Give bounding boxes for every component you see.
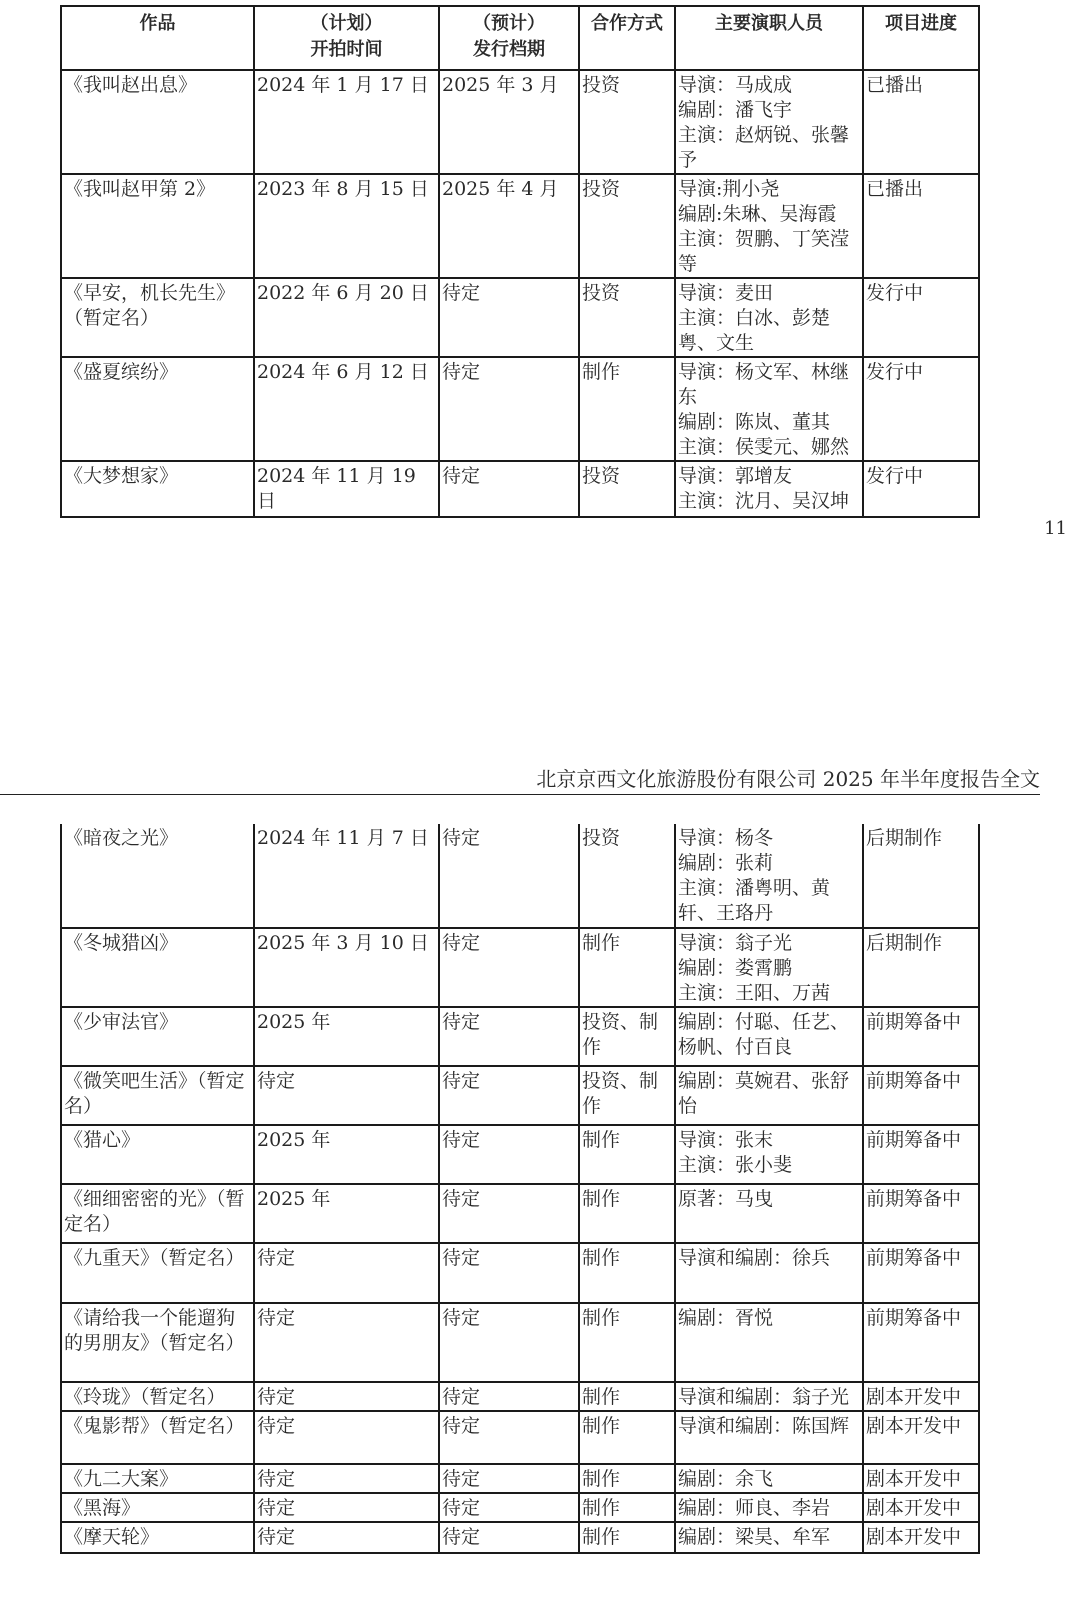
- cell-work: [61, 1184, 254, 1243]
- cell-release: [439, 174, 579, 278]
- cell-crew-text: 编剧：莫婉君、张舒怡: [678, 1070, 850, 1117]
- cell-cooperation: [579, 70, 675, 174]
- cell-release: [439, 1243, 579, 1303]
- cell-cooperation-text: 制作: [582, 1415, 621, 1437]
- page-number: 11: [1044, 518, 1067, 539]
- cell-start-time: [254, 70, 439, 174]
- cell-progress-text: 剧本开发中: [866, 1468, 962, 1490]
- cell-progress: [863, 1303, 979, 1382]
- cell-cooperation: [579, 1382, 675, 1411]
- cell-progress-text: 剧本开发中: [866, 1415, 962, 1437]
- cell-start-time-text: 2025 年: [257, 1011, 331, 1033]
- cell-cooperation: [579, 1303, 675, 1382]
- cell-crew-text: 编剧：梁昊、牟军: [678, 1526, 831, 1548]
- cell-start-time: [254, 1125, 439, 1184]
- cell-crew-text: 导演：翁子光 编剧：娄霄鹏 主演：王阳、万茜: [678, 932, 831, 1004]
- cell-cooperation-text: 制作: [582, 1526, 621, 1548]
- cell-work-text: 《请给我一个能遛狗的男朋友》（暂定名）: [64, 1307, 245, 1354]
- cell-work-text: 《九重天》（暂定名）: [64, 1247, 245, 1269]
- cell-crew: [675, 1184, 863, 1243]
- cell-crew-text: 导演:荆小尧 编剧:朱琳、吴海霞 主演：贺鹏、丁笑滢等: [678, 178, 850, 275]
- cell-progress-text: 前期筹备中: [866, 1188, 962, 1210]
- cell-release: [439, 278, 579, 357]
- cell-progress: [863, 928, 979, 1007]
- cell-crew: [675, 357, 863, 461]
- report-header: 北京京西文化旅游股份有限公司 2025 年半年度报告全文: [536, 767, 1040, 791]
- cell-work-text: 《猎心》: [64, 1129, 141, 1151]
- cell-release: [439, 1184, 579, 1243]
- cell-progress-text: 剧本开发中: [866, 1526, 962, 1548]
- cell-work: [61, 174, 254, 278]
- cell-cooperation-text: 制作: [582, 1307, 621, 1329]
- cell-progress: [863, 461, 979, 517]
- cell-work-text: 《暗夜之光》: [64, 827, 179, 849]
- cell-start-time-text: 2024 年 1 月 17 日: [257, 74, 429, 96]
- cell-cooperation-text: 制作: [582, 1247, 621, 1269]
- cell-cooperation-text: 制作: [582, 1188, 621, 1210]
- cell-work-text: 《九二大案》: [64, 1468, 179, 1490]
- cell-start-time-text: 2022 年 6 月 20 日: [257, 282, 429, 304]
- cell-cooperation-text: 投资: [582, 178, 621, 200]
- table-row: [61, 1125, 979, 1184]
- cell-cooperation-text: 投资: [582, 827, 621, 849]
- cell-work: [61, 1493, 254, 1522]
- cell-progress: [863, 174, 979, 278]
- cell-release: [439, 1066, 579, 1125]
- cell-cooperation-text: 投资、制作: [582, 1011, 659, 1058]
- cell-progress-text: 发行中: [866, 361, 924, 383]
- cell-work-text: 《黑海》: [64, 1497, 141, 1519]
- header-crew: 主要演职人员: [675, 6, 863, 70]
- cell-start-time-text: 2024 年 6 月 12 日: [257, 361, 429, 383]
- cell-cooperation: [579, 461, 675, 517]
- table-row: [61, 461, 979, 517]
- cell-release-text: 待定: [442, 282, 481, 304]
- cell-cooperation: [579, 1464, 675, 1493]
- table-row: [61, 824, 979, 928]
- cell-crew-text: 原著：马曳: [678, 1188, 774, 1210]
- cell-progress-text: 发行中: [866, 465, 924, 487]
- cell-release-text: 2025 年 4 月: [442, 178, 559, 200]
- cell-release: [439, 1007, 579, 1066]
- cell-cooperation: [579, 1184, 675, 1243]
- table-row: [61, 1493, 979, 1522]
- table-row: [61, 1007, 979, 1066]
- table-row: [61, 1411, 979, 1464]
- header-cooperation: 合作方式: [579, 6, 675, 70]
- table-row: [61, 70, 979, 174]
- header-work: 作品: [61, 6, 254, 70]
- cell-work-text: 《早安，机长先生》（暂定名）: [64, 282, 236, 329]
- cell-cooperation-text: 制作: [582, 1129, 621, 1151]
- cell-progress-text: 已播出: [866, 74, 924, 96]
- header-start-line1: （计划）: [310, 13, 383, 34]
- cell-cooperation: [579, 1493, 675, 1522]
- projects-table-top: [60, 5, 980, 518]
- cell-start-time-text: 待定: [257, 1307, 296, 1329]
- cell-release-text: 待定: [442, 932, 481, 954]
- cell-work: [61, 278, 254, 357]
- cell-release-text: 待定: [442, 361, 481, 383]
- cell-progress-text: 后期制作: [866, 827, 943, 849]
- cell-release-text: 待定: [442, 1526, 481, 1548]
- cell-start-time: [254, 1464, 439, 1493]
- cell-progress-text: 发行中: [866, 282, 924, 304]
- cell-cooperation-text: 制作: [582, 1468, 621, 1490]
- cell-start-time: [254, 824, 439, 928]
- cell-cooperation: [579, 928, 675, 1007]
- cell-progress: [863, 70, 979, 174]
- cell-work: [61, 70, 254, 174]
- cell-release-text: 待定: [442, 827, 481, 849]
- cell-release: [439, 1125, 579, 1184]
- cell-start-time: [254, 928, 439, 1007]
- cell-work-text: 《大梦想家》: [64, 465, 179, 487]
- cell-release-text: 待定: [442, 1188, 481, 1210]
- cell-start-time: [254, 357, 439, 461]
- cell-progress: [863, 1184, 979, 1243]
- cell-start-time: [254, 1184, 439, 1243]
- cell-work-text: 《摩天轮》: [64, 1526, 160, 1548]
- cell-crew: [675, 1411, 863, 1464]
- cell-progress-text: 已播出: [866, 178, 924, 200]
- cell-progress: [863, 1522, 979, 1553]
- cell-work: [61, 357, 254, 461]
- table-row: [61, 928, 979, 1007]
- cell-crew: [675, 278, 863, 357]
- cell-cooperation: [579, 1411, 675, 1464]
- cell-crew: [675, 1066, 863, 1125]
- cell-work: [61, 1411, 254, 1464]
- cell-work: [61, 824, 254, 928]
- cell-work: [61, 1125, 254, 1184]
- cell-work: [61, 1464, 254, 1493]
- cell-crew-text: 导演：杨冬 编剧：张莉 主演：潘粤明、黄轩、王珞丹: [678, 827, 831, 924]
- cell-crew: [675, 1303, 863, 1382]
- cell-cooperation: [579, 1522, 675, 1553]
- cell-cooperation-text: 投资: [582, 465, 621, 487]
- cell-cooperation: [579, 1243, 675, 1303]
- table-row: [61, 1464, 979, 1493]
- cell-release-text: 待定: [442, 1497, 481, 1519]
- cell-progress-text: 剧本开发中: [866, 1386, 962, 1408]
- cell-progress: [863, 1382, 979, 1411]
- cell-work-text: 《我叫赵甲第 2》: [64, 178, 216, 200]
- cell-release-text: 待定: [442, 1129, 481, 1151]
- cell-work: [61, 1303, 254, 1382]
- cell-start-time-text: 待定: [257, 1415, 296, 1437]
- cell-work: [61, 928, 254, 1007]
- cell-release: [439, 1464, 579, 1493]
- cell-cooperation: [579, 1066, 675, 1125]
- cell-work: [61, 1243, 254, 1303]
- header-progress: 项目进度: [863, 6, 979, 70]
- cell-progress-text: 前期筹备中: [866, 1307, 962, 1329]
- cell-start-time: [254, 1303, 439, 1382]
- cell-work: [61, 461, 254, 517]
- cell-crew-text: 导演：马成成 编剧：潘飞宇 主演：赵炳锐、张馨予: [678, 74, 850, 171]
- cell-start-time-text: 待定: [257, 1247, 296, 1269]
- cell-crew-text: 导演和编剧：徐兵: [678, 1247, 831, 1269]
- cell-release: [439, 928, 579, 1007]
- cell-cooperation-text: 投资: [582, 74, 621, 96]
- cell-start-time: [254, 1493, 439, 1522]
- cell-progress: [863, 824, 979, 928]
- cell-start-time: [254, 1066, 439, 1125]
- cell-work: [61, 1382, 254, 1411]
- cell-progress: [863, 1464, 979, 1493]
- cell-release-text: 待定: [442, 465, 481, 487]
- cell-release-text: 待定: [442, 1386, 481, 1408]
- cell-work-text: 《鬼影帮》（暂定名）: [64, 1415, 245, 1437]
- cell-work: [61, 1066, 254, 1125]
- cell-crew-text: 导演：张末 主演：张小斐: [678, 1129, 793, 1176]
- cell-crew-text: 导演和编剧：陈国辉: [678, 1415, 850, 1437]
- cell-crew-text: 导演：杨文军、林继东 编剧：陈岚、董其 主演：侯雯元、娜然: [678, 361, 850, 458]
- cell-start-time-text: 待定: [257, 1468, 296, 1490]
- cell-release-text: 待定: [442, 1070, 481, 1092]
- cell-start-time-text: 待定: [257, 1526, 296, 1548]
- table-row: [61, 357, 979, 461]
- cell-cooperation-text: 制作: [582, 932, 621, 954]
- cell-cooperation: [579, 357, 675, 461]
- cell-progress-text: 前期筹备中: [866, 1011, 962, 1033]
- cell-crew-text: 编剧：师良、李岩: [678, 1497, 831, 1519]
- header-start-time: [254, 6, 439, 70]
- cell-progress-text: 后期制作: [866, 932, 943, 954]
- cell-release: [439, 70, 579, 174]
- cell-start-time: [254, 278, 439, 357]
- cell-cooperation: [579, 1125, 675, 1184]
- cell-work-text: 《玲珑》（暂定名）: [64, 1386, 226, 1408]
- cell-progress: [863, 1066, 979, 1125]
- cell-crew-text: 导演和编剧：翁子光: [678, 1386, 850, 1408]
- cell-start-time-text: 待定: [257, 1070, 296, 1092]
- header-release-line1: （预计）: [473, 13, 545, 34]
- cell-progress-text: 前期筹备中: [866, 1129, 962, 1151]
- cell-start-time: [254, 1382, 439, 1411]
- cell-progress: [863, 1411, 979, 1464]
- cell-crew: [675, 1382, 863, 1411]
- cell-cooperation-text: 投资、制作: [582, 1070, 659, 1117]
- cell-work-text: 《微笑吧生活》（暂定名）: [64, 1070, 245, 1117]
- cell-crew: [675, 1464, 863, 1493]
- cell-progress: [863, 1125, 979, 1184]
- cell-work: [61, 1522, 254, 1553]
- cell-release-text: 待定: [442, 1307, 481, 1329]
- cell-progress-text: 前期筹备中: [866, 1247, 962, 1269]
- table-row: [61, 174, 979, 278]
- header-release-line2: 发行档期: [473, 39, 545, 60]
- cell-start-time-text: 2023 年 8 月 15 日: [257, 178, 429, 200]
- cell-start-time: [254, 1243, 439, 1303]
- header-start-line2: 开拍时间: [310, 39, 383, 60]
- cell-release-text: 待定: [442, 1247, 481, 1269]
- cell-progress: [863, 1007, 979, 1066]
- cell-progress-text: 剧本开发中: [866, 1497, 962, 1519]
- cell-start-time: [254, 461, 439, 517]
- cell-cooperation: [579, 278, 675, 357]
- cell-release-text: 2025 年 3 月: [442, 74, 559, 96]
- cell-work: [61, 1007, 254, 1066]
- cell-release: [439, 1303, 579, 1382]
- cell-start-time-text: 2024 年 11 月 7 日: [257, 827, 429, 849]
- table-row: [61, 1184, 979, 1243]
- cell-start-time-text: 2025 年 3 月 10 日: [257, 932, 429, 954]
- cell-work-text: 《少审法官》: [64, 1011, 179, 1033]
- cell-start-time-text: 待定: [257, 1386, 296, 1408]
- cell-release: [439, 1493, 579, 1522]
- cell-release: [439, 461, 579, 517]
- cell-crew-text: 导演：麦田 主演：白冰、彭楚粤、文生: [678, 282, 831, 354]
- cell-start-time-text: 待定: [257, 1497, 296, 1519]
- cell-work-text: 《细细密密的光》（暂定名）: [64, 1188, 245, 1235]
- table-row: [61, 278, 979, 357]
- cell-cooperation-text: 制作: [582, 361, 621, 383]
- cell-work-text: 《冬城猎凶》: [64, 932, 179, 954]
- cell-progress-text: 前期筹备中: [866, 1070, 962, 1092]
- cell-crew: [675, 1243, 863, 1303]
- cell-start-time-text: 2025 年: [257, 1188, 331, 1210]
- cell-crew-text: 编剧：胥悦: [678, 1307, 774, 1329]
- cell-crew: [675, 174, 863, 278]
- cell-start-time-text: 2024 年 11 月 19 日: [257, 465, 422, 512]
- table-row: [61, 1303, 979, 1382]
- cell-release: [439, 1382, 579, 1411]
- table-row: [61, 1382, 979, 1411]
- cell-crew: [675, 1007, 863, 1066]
- table-row: [61, 1522, 979, 1553]
- cell-cooperation-text: 制作: [582, 1386, 621, 1408]
- cell-crew: [675, 824, 863, 928]
- table-row: [61, 1066, 979, 1125]
- table-header-row: [61, 6, 979, 70]
- cell-crew: [675, 928, 863, 1007]
- cell-start-time-text: 2025 年: [257, 1129, 331, 1151]
- cell-crew-text: 导演：郭增友 主演：沈月、吴汉坤: [678, 465, 850, 512]
- cell-start-time: [254, 1522, 439, 1553]
- cell-progress: [863, 278, 979, 357]
- cell-progress: [863, 1243, 979, 1303]
- cell-release-text: 待定: [442, 1011, 481, 1033]
- cell-crew: [675, 70, 863, 174]
- cell-work-text: 《盛夏缤纷》: [64, 361, 179, 383]
- cell-cooperation-text: 投资: [582, 282, 621, 304]
- cell-progress: [863, 357, 979, 461]
- cell-release-text: 待定: [442, 1468, 481, 1490]
- cell-start-time: [254, 1411, 439, 1464]
- cell-release: [439, 1522, 579, 1553]
- cell-crew: [675, 461, 863, 517]
- header-release: [439, 6, 579, 70]
- cell-crew-text: 编剧：付聪、任艺、杨帆、付百良: [678, 1011, 850, 1058]
- cell-release: [439, 357, 579, 461]
- cell-start-time: [254, 174, 439, 278]
- cell-cooperation: [579, 1007, 675, 1066]
- cell-work-text: 《我叫赵出息》: [64, 74, 198, 96]
- cell-progress: [863, 1493, 979, 1522]
- cell-release-text: 待定: [442, 1415, 481, 1437]
- cell-start-time: [254, 1007, 439, 1066]
- cell-crew: [675, 1125, 863, 1184]
- cell-cooperation: [579, 824, 675, 928]
- projects-table-bottom: [60, 824, 980, 1554]
- cell-crew: [675, 1493, 863, 1522]
- table-row: [61, 1243, 979, 1303]
- cell-crew-text: 编剧：余飞: [678, 1468, 774, 1490]
- cell-cooperation-text: 制作: [582, 1497, 621, 1519]
- cell-cooperation: [579, 174, 675, 278]
- header-rule: [0, 794, 1040, 795]
- cell-release: [439, 1411, 579, 1464]
- cell-crew: [675, 1522, 863, 1553]
- cell-release: [439, 824, 579, 928]
